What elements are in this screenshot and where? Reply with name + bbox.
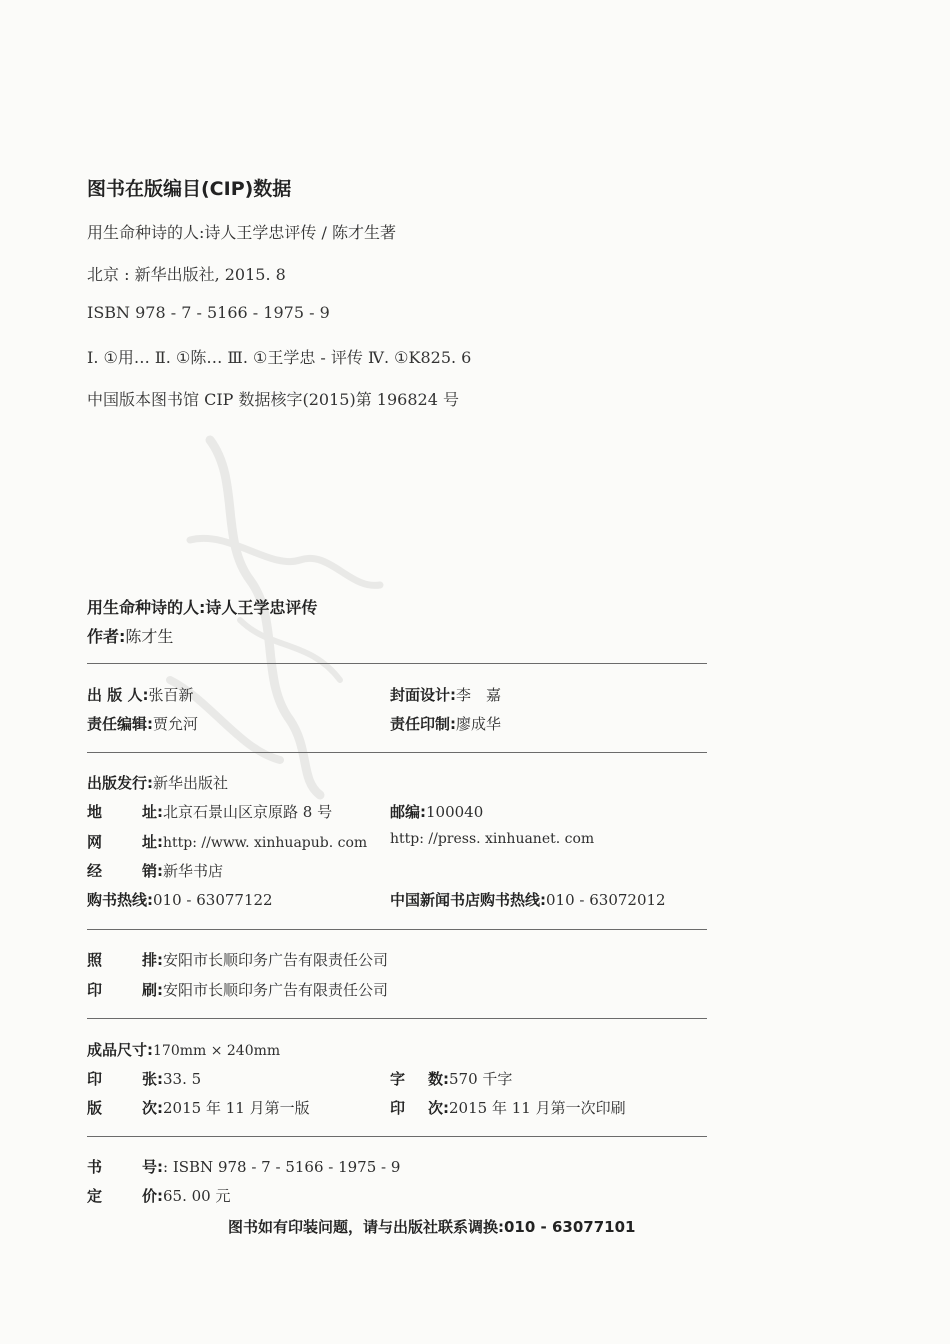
- print-supervisor-row: [390, 713, 501, 734]
- price-label-a: 定: [87, 1187, 103, 1205]
- dealer-value: 新华书店: [163, 862, 224, 880]
- typeset-label-b: 排:: [142, 951, 163, 969]
- zip-row: [390, 801, 483, 822]
- words-value: 570 千字: [449, 1070, 513, 1088]
- website-label-a: 网: [87, 833, 103, 851]
- words-label-b: 数:: [428, 1070, 449, 1088]
- author-label: 作者:: [87, 627, 126, 646]
- address-label-b: 址:: [142, 803, 163, 821]
- isbn-row: [87, 1156, 400, 1177]
- divider: [87, 663, 707, 664]
- zip-label: 邮编:: [390, 803, 426, 821]
- cip-line-isbn: ISBN 978 - 7 - 5166 - 1975 - 9: [87, 303, 330, 322]
- typeset-row: [87, 949, 388, 970]
- words-row: [390, 1068, 512, 1089]
- divider: [87, 752, 707, 753]
- zip-value: 100040: [426, 803, 484, 821]
- sheets-label-b: 张:: [142, 1070, 163, 1088]
- edition-row: [87, 1097, 310, 1118]
- cover-design-label: 封面设计:: [390, 686, 456, 704]
- printer-label-b: 刷:: [142, 981, 163, 999]
- dealer-label-b: 销:: [142, 862, 163, 880]
- sheets-label-a: 印: [87, 1070, 103, 1088]
- cip-line-title: 用生命种诗的人:诗人王学忠评传 / 陈才生著: [87, 223, 396, 242]
- website-row: [87, 831, 367, 852]
- cover-design-value: 李 嘉: [456, 686, 502, 704]
- isbn-value: : ISBN 978 - 7 - 5166 - 1975 - 9: [163, 1158, 401, 1176]
- printer-row: [87, 979, 388, 1000]
- cip-title: 图书在版编目(CIP)数据: [87, 178, 292, 200]
- editor-label: 责任编辑:: [87, 715, 153, 733]
- book-title: 用生命种诗的人:诗人王学忠评传: [87, 598, 318, 617]
- price-label-b: 价:: [142, 1187, 163, 1205]
- publisher-row: [87, 684, 193, 705]
- divider: [87, 1136, 707, 1137]
- size-row: [87, 1039, 280, 1060]
- dealer-label-a: 经: [87, 862, 103, 880]
- words-label-a: 字: [390, 1070, 406, 1088]
- website-link-xinhuapub[interactable]: http: //www. xinhuapub. com: [163, 835, 368, 851]
- divider: [87, 929, 707, 930]
- impression-row: [390, 1097, 626, 1118]
- editor-row: [87, 713, 198, 734]
- edition-value: 2015 年 11 月第一版: [163, 1099, 310, 1117]
- edition-label-b: 次:: [142, 1099, 163, 1117]
- address-label-a: 地: [87, 803, 103, 821]
- news-hotline-row: [390, 889, 666, 910]
- sheets-row: [87, 1068, 201, 1089]
- cip-line-publisher: 北京 : 新华出版社, 2015. 8: [87, 265, 286, 284]
- typeset-label-a: 照: [87, 951, 103, 969]
- service-notice: 图书如有印装问题，请与出版社联系调换:010 - 63077101: [228, 1218, 636, 1236]
- news-hotline-value: 010 - 63072012: [546, 891, 666, 909]
- isbn-label-b: 号:: [142, 1158, 163, 1176]
- printer-label-a: 印: [87, 981, 103, 999]
- print-supervisor-value: 廖成华: [456, 715, 502, 733]
- cip-line-classification: Ⅰ. ①用… Ⅱ. ①陈… Ⅲ. ①王学忠 - 评传 Ⅳ. ①K825. 6: [87, 348, 472, 367]
- hotline-row: [87, 889, 273, 910]
- cip-line-record-number: 中国版本图书馆 CIP 数据核字(2015)第 196824 号: [87, 390, 459, 409]
- printer-value: 安阳市长顺印务广告有限责任公司: [163, 981, 389, 999]
- isbn-label-a: 书: [87, 1158, 103, 1176]
- author-value: 陈才生: [125, 627, 174, 646]
- impression-value: 2015 年 11 月第一次印刷: [449, 1099, 626, 1117]
- price-row: [87, 1185, 230, 1206]
- hotline-label: 购书热线:: [87, 891, 153, 909]
- publisher-value: 张百新: [148, 686, 194, 704]
- issuer-row: [87, 772, 228, 793]
- hotline-value: 010 - 63077122: [153, 891, 273, 909]
- website-link-xinhuanet[interactable]: http: //press. xinhuanet. com: [390, 831, 595, 847]
- divider: [87, 1018, 707, 1019]
- size-value: 170mm × 240mm: [153, 1043, 281, 1059]
- issuer-value: 新华出版社: [153, 774, 229, 792]
- editor-value: 贾允河: [153, 715, 199, 733]
- address-value: 北京石景山区京原路 8 号: [163, 803, 333, 821]
- cover-design-row: [390, 684, 501, 705]
- impression-label-a: 印: [390, 1099, 406, 1117]
- price-value: 65. 00 元: [163, 1187, 231, 1205]
- address-row: [87, 801, 332, 822]
- issuer-label: 出版发行:: [87, 774, 153, 792]
- print-supervisor-label: 责任印制:: [390, 715, 456, 733]
- typeset-value: 安阳市长顺印务广告有限责任公司: [163, 951, 389, 969]
- edition-label-a: 版: [87, 1099, 103, 1117]
- sheets-value: 33. 5: [163, 1070, 202, 1088]
- dealer-row: [87, 860, 223, 881]
- news-hotline-label: 中国新闻书店购书热线:: [390, 891, 546, 909]
- publisher-label: 出 版 人:: [87, 686, 149, 704]
- size-label: 成品尺寸:: [87, 1041, 153, 1059]
- author-line: [87, 624, 173, 647]
- website-label-b: 址:: [142, 833, 163, 851]
- impression-label-b: 次:: [428, 1099, 449, 1117]
